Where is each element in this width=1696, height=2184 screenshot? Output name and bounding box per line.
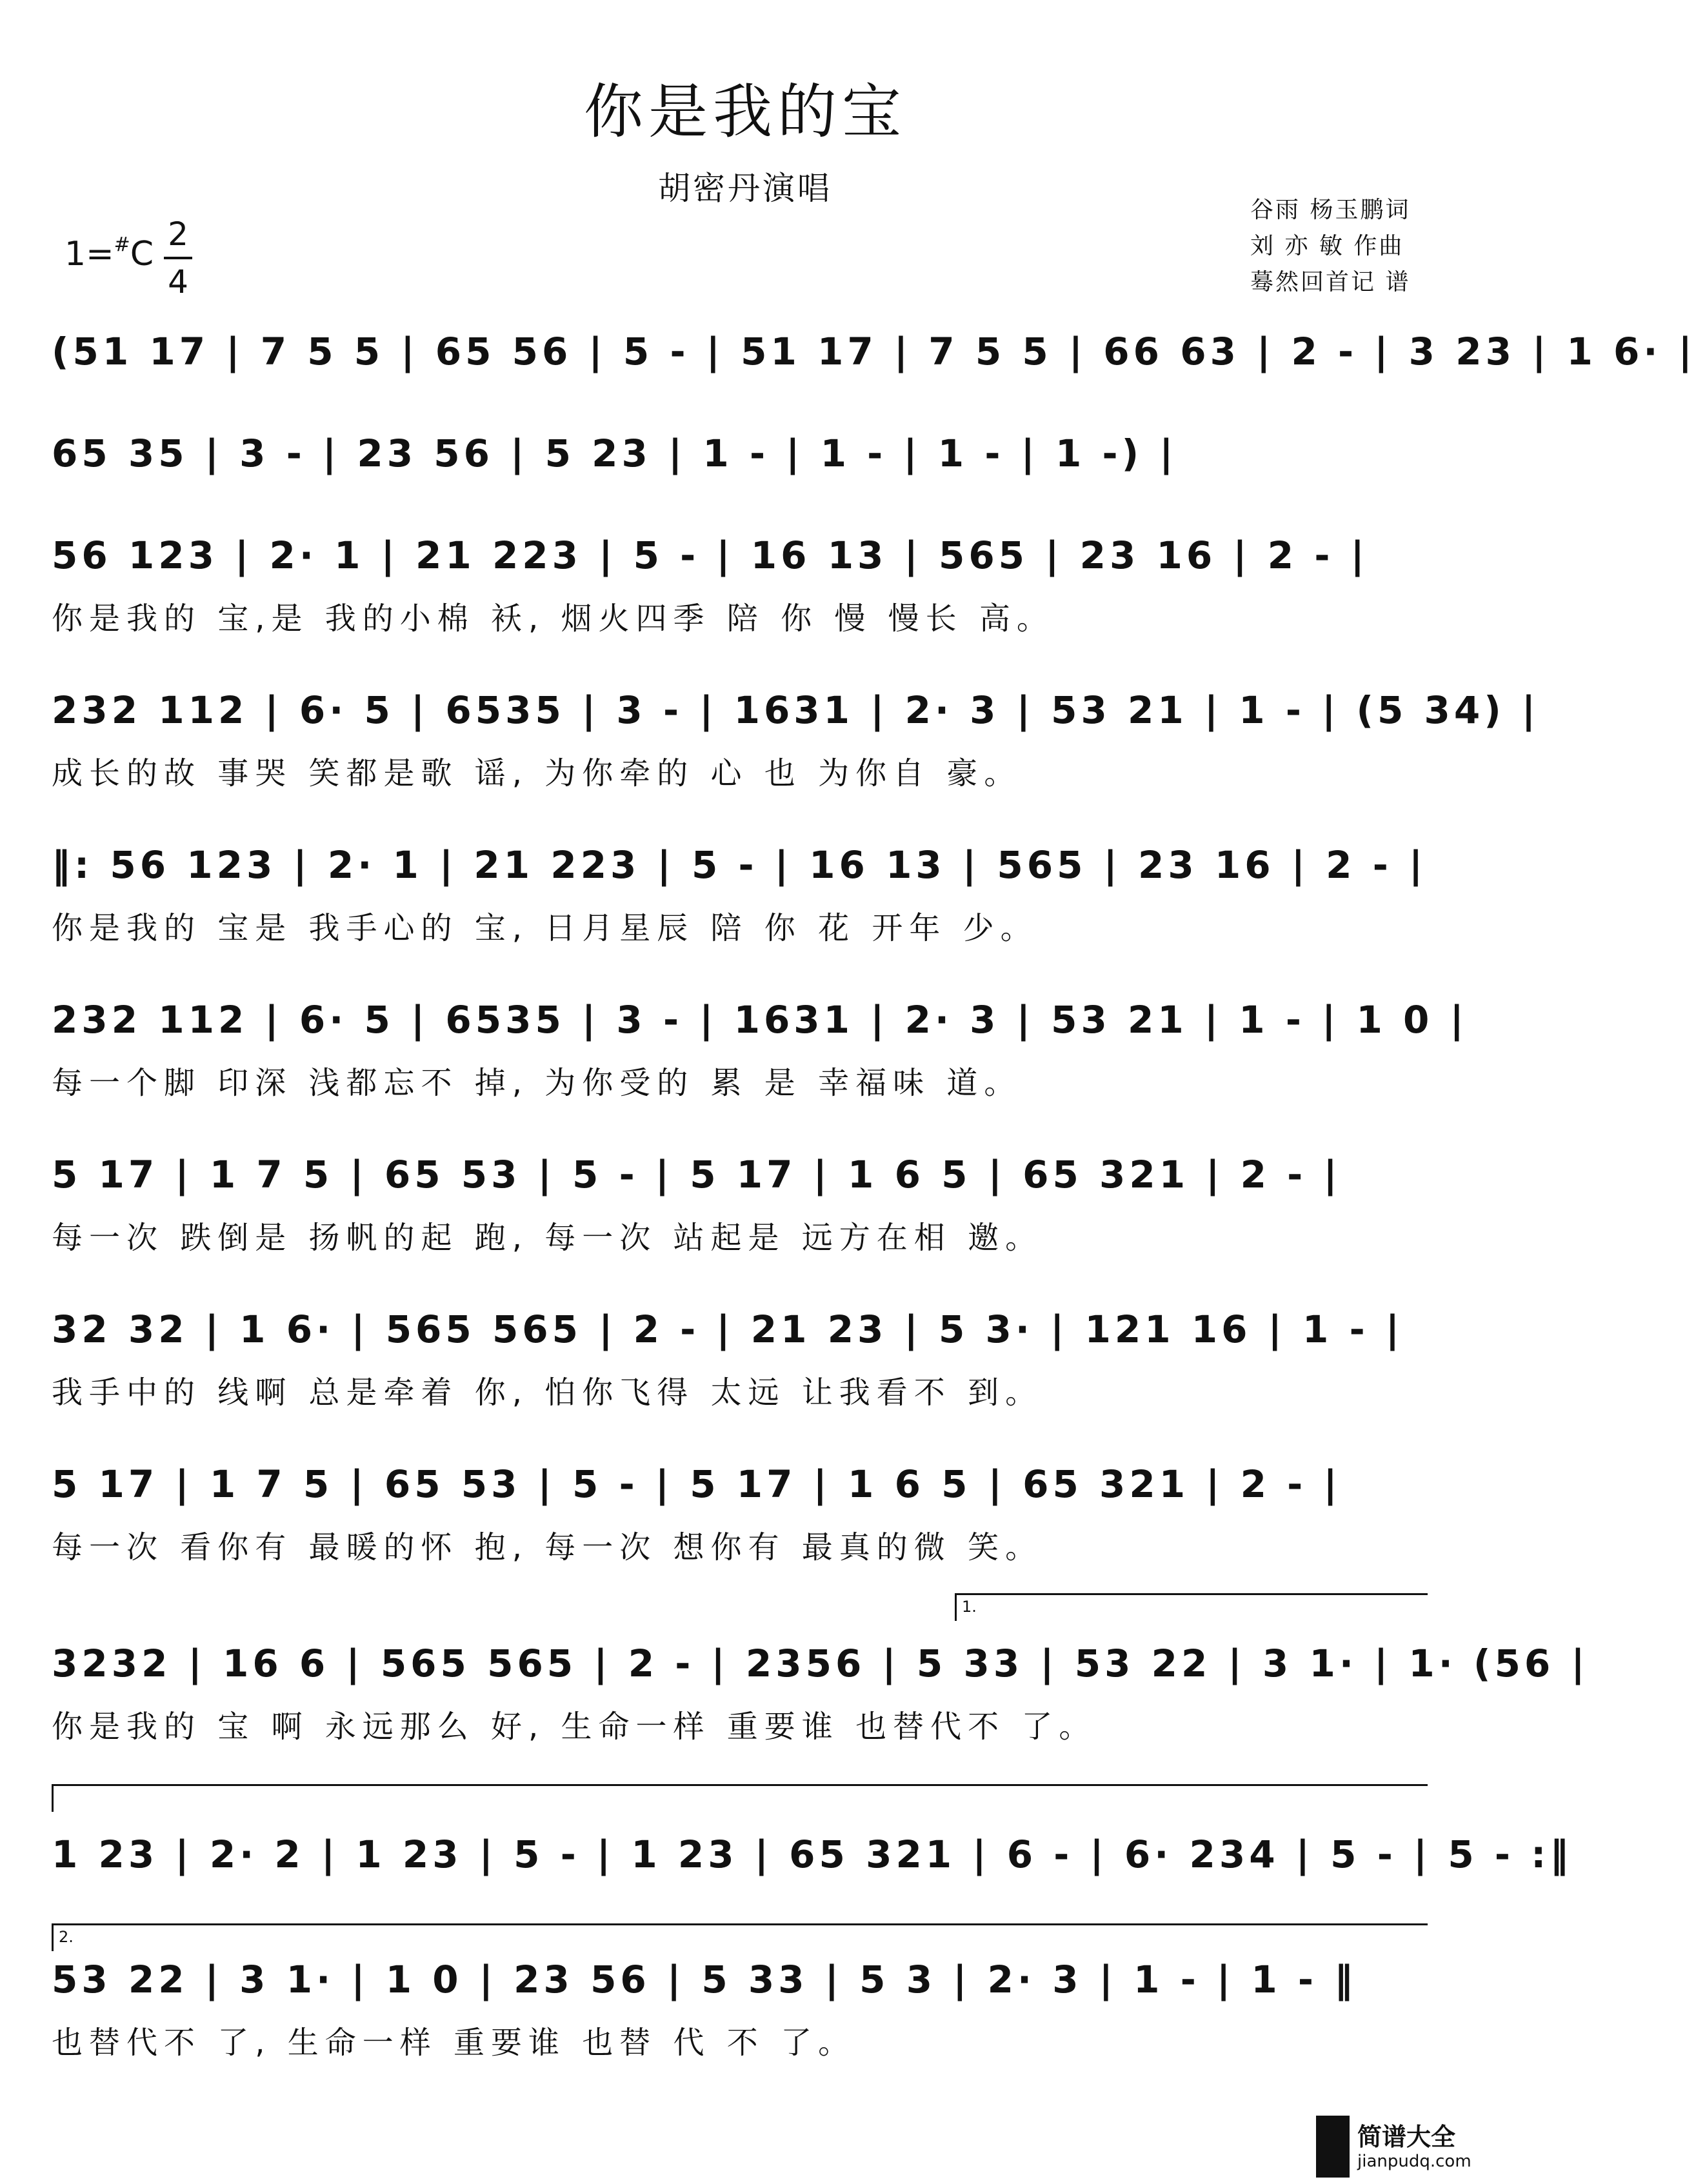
notation-line: 32 32 | 1 6· | 565 565 | 2 - | 21 23 | 5 3· | 121 16 | 1 - |	[52, 1307, 1404, 1351]
notation-line: ‖: 56 123 | 2· 1 | 21 223 | 5 - | 16 13 | 565 | 23 16 | 2 - |	[52, 843, 1427, 887]
lyrics-line: 每一次 看你有 最暖的怀 抱, 每一次 想你有 最真的微 笑。	[52, 1529, 1043, 1565]
notation-line: 53 22 | 3 1· | 1 0 | 23 56 | 5 33 | 5 3 | 2· 3 | 1 - | 1 - ‖	[52, 1958, 1357, 2001]
lyrics-line: 你是我的 宝 啊 永远那么 好, 生命一样 重要谁 也替代不 了。	[52, 1709, 1097, 1745]
sharp-sign: #	[114, 233, 130, 256]
composer-credit: 刘 亦 敏 作曲	[1250, 233, 1404, 259]
time-top: 2	[168, 215, 188, 253]
singer-line: 胡密丹演唱	[658, 170, 832, 207]
lyrics-line: 你是我的 宝是 我手心的 宝, 日月星辰 陪 你 花 开年 少。	[52, 910, 1038, 946]
watermark-logo	[1316, 2116, 1477, 2178]
piano-icon	[1316, 2116, 1350, 2178]
notation-line: (51 17 | 7 5 5 | 65 56 | 5 - | 51 17 | 7 5 5 | 66 63 | 2 - | 3 23 | 1 6· |	[52, 330, 1696, 373]
second-ending-bracket	[52, 1923, 1428, 1951]
lyrics-line: 每一个脚 印深 浅都忘不 掉, 为你受的 累 是 幸福味 道。	[52, 1065, 1022, 1101]
lyrics-line: 你是我的 宝,是 我的小棉 袄, 烟火四季 陪 你 慢 慢长 高。	[52, 601, 1054, 637]
time-bottom: 4	[168, 263, 188, 301]
notation-line: 65 35 | 3 - | 23 56 | 5 23 | 1 - | 1 - | 1 - | 1 -) |	[52, 432, 1177, 475]
notation-line: 3232 | 16 6 | 565 565 | 2 - | 2356 | 5 33 | 53 22 | 3 1· | 1· (56 |	[52, 1642, 1589, 1685]
lyrics-line: 我手中的 线啊 总是牵着 你, 怕你飞得 太远 让我看不 到。	[52, 1375, 1043, 1411]
notation-line: 5 17 | 1 7 5 | 65 53 | 5 - | 5 17 | 1 6 5 | 65 321 | 2 - |	[52, 1153, 1341, 1196]
second-ending-label: 2.	[59, 1928, 74, 1946]
notation-line: 1 23 | 2· 2 | 1 23 | 5 - | 1 23 | 65 321 | 6 - | 6· 234 | 5 - | 5 - :‖	[52, 1832, 1573, 1876]
notation-line: 5 17 | 1 7 5 | 65 53 | 5 - | 5 17 | 1 6 5 | 65 321 | 2 - |	[52, 1462, 1341, 1506]
song-title: 你是我的宝	[583, 77, 906, 146]
first-ending-bracket	[955, 1593, 1428, 1621]
time-signature	[163, 213, 194, 303]
notation-line: 232 112 | 6· 5 | 6535 | 3 - | 1631 | 2· 3 | 53 21 | 1 - | (5 34) |	[52, 688, 1540, 732]
lyrics-line: 每一次 跌倒是 扬帆的起 跑, 每一次 站起是 远方在相 邀。	[52, 1220, 1043, 1256]
notation-line: 56 123 | 2· 1 | 21 223 | 5 - | 16 13 | 565 | 23 16 | 2 - |	[52, 533, 1368, 577]
transcriber-credit: 蓦然回首记 谱	[1250, 269, 1411, 295]
lyricist-credit: 谷雨 杨玉鹏词	[1250, 197, 1411, 223]
lyrics-line: 也替代不 了, 生命一样 重要谁 也替 代 不 了。	[52, 2025, 856, 2061]
watermark-url: jianpudq.com	[1357, 2152, 1472, 2171]
first-ending-bracket-cont	[52, 1784, 1428, 1812]
credits	[1250, 192, 1410, 301]
lyrics-line: 成长的故 事哭 笑都是歌 谣, 为你牵的 心 也 为你自 豪。	[52, 755, 1022, 791]
key-signature: 1=#C	[65, 233, 154, 273]
watermark-name: 简谱大全	[1357, 2123, 1456, 2151]
first-ending-label: 1.	[962, 1598, 977, 1616]
notation-line: 232 112 | 6· 5 | 6535 | 3 - | 1631 | 2· 3 | 53 21 | 1 - | 1 0 |	[52, 998, 1468, 1042]
